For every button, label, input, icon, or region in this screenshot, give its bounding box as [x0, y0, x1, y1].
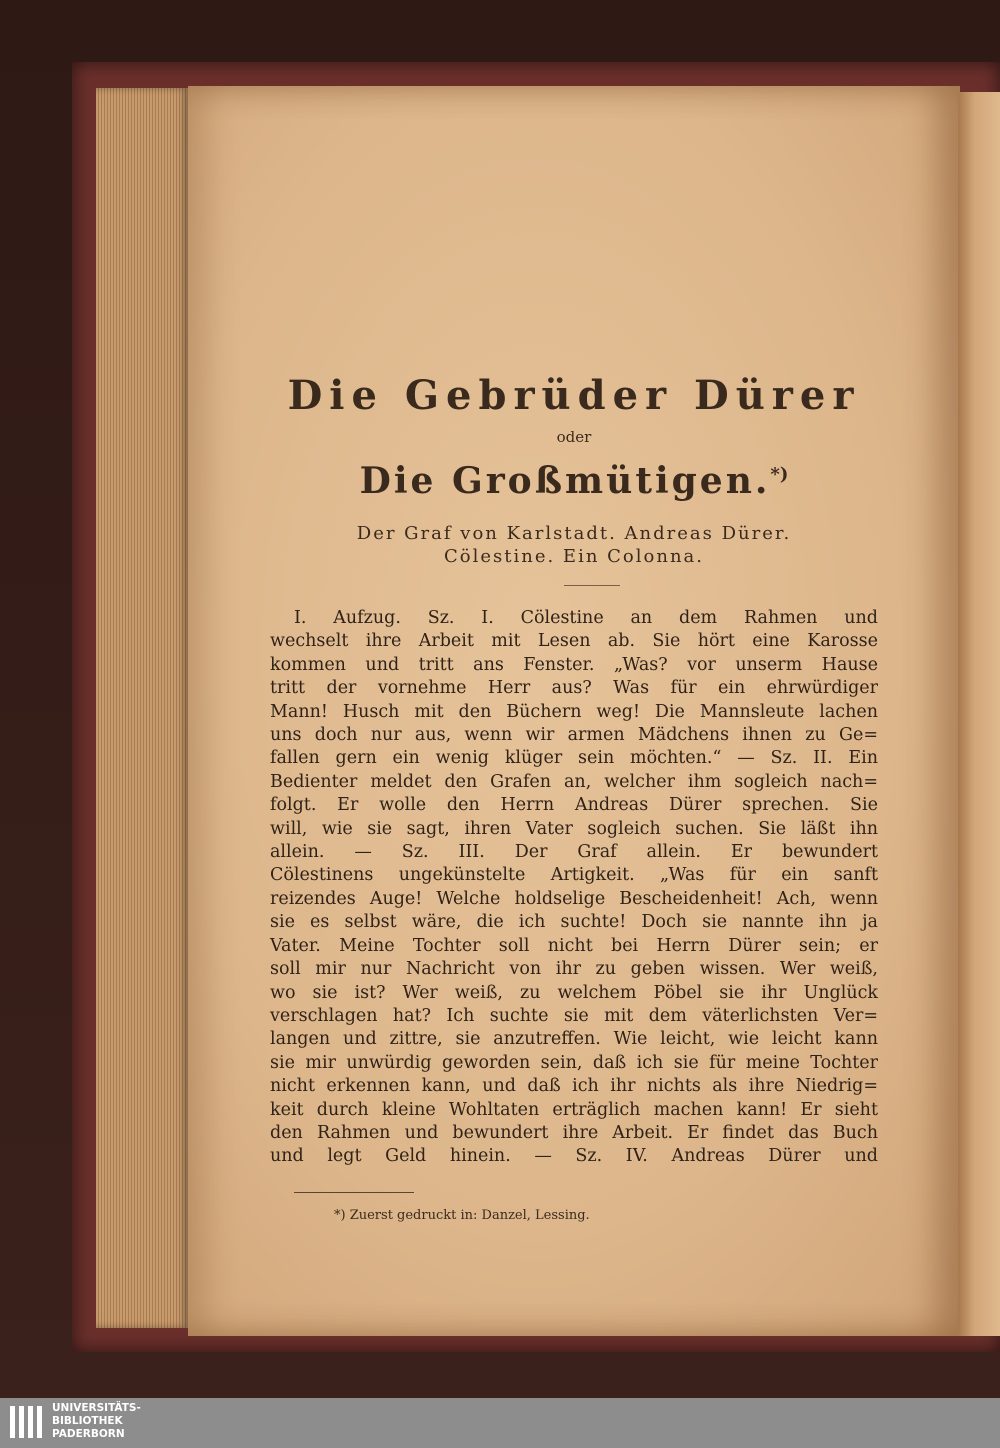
- body-line: uns doch nur aus, wenn wir armen Mädchens ihnen zu Ge=: [270, 725, 878, 746]
- title-connector: oder: [556, 428, 592, 446]
- body-line: sie mir unwürdig geworden sein, daß ich sie für meine Tochter: [270, 1052, 878, 1073]
- body-line: Mann! Husch mit den Büchern weg! Die Mannsleute lachen: [270, 701, 878, 722]
- body-line: reizendes Auge! Welche holdselige Bescheidenheit! Ach, wenn: [270, 888, 878, 909]
- footnote: *) Zuerst gedruckt in: Danzel, Lessing.: [334, 1208, 590, 1223]
- body-line: kommen und tritt ans Fenster. „Was? vor unserm Hause: [270, 654, 878, 675]
- body-line: den Rahmen und bewundert ihre Arbeit. Er findet das Buch: [270, 1122, 878, 1143]
- body-line: Cölestinens ungekünstelte Artigkeit. „Was für ein sanft: [270, 865, 878, 886]
- library-name-line-3: PADERBORN: [52, 1428, 125, 1440]
- body-paragraph: [270, 607, 878, 1169]
- page-edges: [96, 88, 190, 1328]
- body-line: allein. — Sz. III. Der Graf allein. Er bewundert: [270, 842, 878, 863]
- body-line: wechselt ihre Arbeit mit Lesen ab. Sie hört eine Karosse: [270, 631, 878, 652]
- body-line: tritt der vornehme Herr aus? Was für ein ehrwürdiger: [270, 678, 878, 699]
- subtitle-text: Die Großmütigen.: [359, 460, 771, 502]
- section-divider: [564, 585, 620, 586]
- body-line: wo sie ist? Wer weiß, zu welchem Pöbel sie ihr Unglück: [270, 982, 878, 1003]
- body-line: will, wie sie sagt, ihren Vater sogleich suchen. Sie läßt ihn: [270, 818, 878, 839]
- cast-list-line-2: Cölestine. Ein Colonna.: [444, 546, 704, 567]
- body-line: fallen gern ein wenig klüger sein möchten.“ — Sz. II. Ein: [270, 748, 878, 769]
- library-name-line-1: UNIVERSITÄTS-: [52, 1402, 141, 1414]
- body-line: keit durch kleine Wohltaten erträglich machen kann! Er sieht: [270, 1099, 878, 1120]
- body-line: nicht erkennen kann, und daß ich ihr nichts als ihre Niedrig=: [270, 1076, 878, 1097]
- body-line: verschlagen hat? Ich suchte sie mit dem väterlichsten Ver=: [270, 1005, 878, 1026]
- library-logo-icon: [8, 1403, 46, 1441]
- body-line: soll mir nur Nachricht von ihr zu geben wissen. Wer weiß,: [270, 959, 878, 980]
- library-footer: [0, 1398, 1000, 1448]
- footnote-marker: *): [770, 464, 789, 485]
- body-line: sie es selbst wäre, die ich suchte! Doch sie nannte ihn ja: [270, 912, 878, 933]
- library-name-line-2: BIBLIOTHEK: [52, 1415, 123, 1427]
- body-line: Vater. Meine Tochter soll nicht bei Herrn Dürer sein; er: [270, 935, 878, 956]
- body-line: folgt. Er wolle den Herrn Andreas Dürer sprechen. Sie: [270, 795, 878, 816]
- facing-page-edge: [958, 92, 1000, 1336]
- play-title: Die Gebrüder Dürer: [287, 372, 861, 419]
- body-line: langen und zittre, sie anzutreffen. Wie leicht, wie leicht kann: [270, 1029, 878, 1050]
- footnote-rule: [294, 1192, 414, 1193]
- body-line: und legt Geld hinein. — Sz. IV. Andreas Dürer und: [270, 1146, 878, 1167]
- cast-list-line-1: Der Graf von Karlstadt. Andreas Dürer.: [356, 523, 792, 544]
- play-subtitle: [188, 460, 960, 502]
- body-line: I. Aufzug. Sz. I. Cölestine an dem Rahmen und: [294, 608, 878, 628]
- library-name: [52, 1402, 141, 1441]
- body-line: Bedienter meldet den Grafen an, welcher ihm sogleich nach=: [270, 771, 878, 792]
